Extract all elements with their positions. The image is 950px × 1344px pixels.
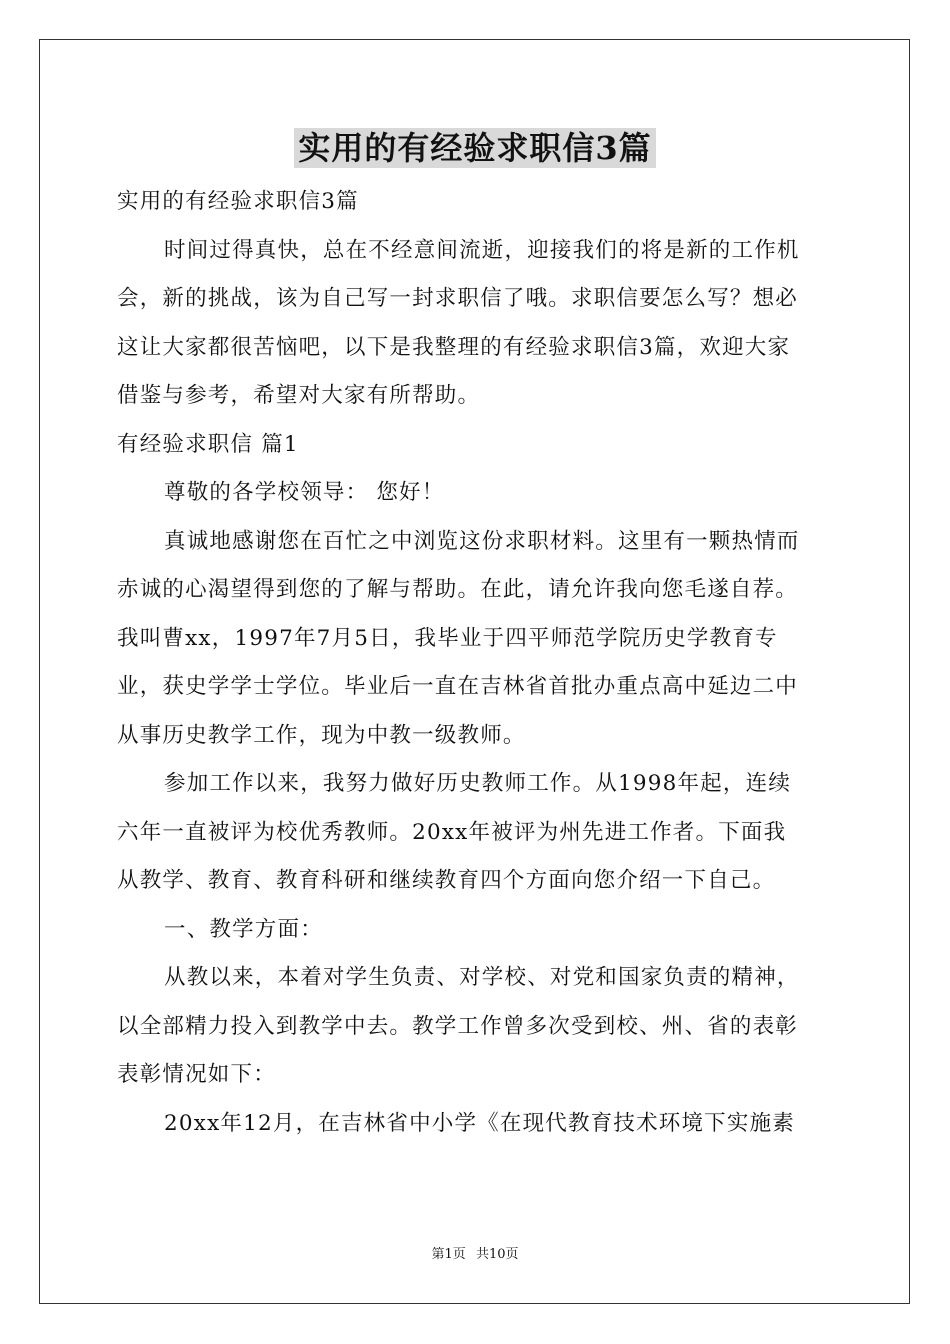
text-line: 20xx年12月，在吉林省中小学《在现代教育技术环境下实施素 bbox=[164, 1110, 795, 1136]
text-line: 我叫曹xx，1997年7月5日，我毕业于四平师范学院历史学教育专 bbox=[117, 625, 778, 651]
text-line: 真诚地感谢您在百忙之中浏览这份求职材料。这里有一颗热情而 bbox=[164, 528, 800, 554]
text-line: 表彰情况如下： bbox=[117, 1062, 276, 1087]
text-line: 会，新的挑战，该为自己写一封求职信了哦。求职信要怎么写？想必 bbox=[117, 286, 799, 311]
text-line: 赤诚的心渴望得到您的了解与帮助。在此，请允许我向您毛遂自荐。 bbox=[117, 577, 799, 602]
text-line: 业，获史学学士学位。毕业后一直在吉林省首批办重点高中延边二中 bbox=[117, 674, 799, 699]
text-line: 尊敬的各学校领导： 您好！ bbox=[164, 480, 445, 505]
text-line: 这让大家都很苦恼吧，以下是我整理的有经验求职信3篇，欢迎大家 bbox=[117, 334, 791, 360]
text-line: 六年一直被评为校优秀教师。20xx年被评为州先进工作者。下面我 bbox=[117, 819, 787, 845]
text-line: 借鉴与参考，希望对大家有所帮助。 bbox=[117, 383, 481, 408]
document-body bbox=[117, 178, 835, 1148]
text-line: 参加工作以来，我努力做好历史教师工作。从1998年起，连续 bbox=[164, 771, 792, 796]
text-line: 从教学、教育、教育科研和继续教育四个方面向您介绍一下自己。 bbox=[117, 868, 776, 893]
page-number: 第1页 bbox=[431, 1247, 466, 1262]
page-footer bbox=[0, 1246, 950, 1264]
title-area bbox=[0, 128, 950, 168]
text-line: 时间过得真快，总在不经意间流逝，迎接我们的将是新的工作机 bbox=[164, 237, 800, 263]
text-line: 一、教学方面： bbox=[164, 916, 323, 942]
document-title: 实用的有经验求职信3篇 bbox=[294, 128, 655, 168]
text-line: 有经验求职信 篇1 bbox=[117, 431, 299, 457]
text-line: 以全部精力投入到教学中去。教学工作曾多次受到校、州、省的表彰 bbox=[117, 1013, 799, 1039]
text-line: 从事历史教学工作，现为中教一级教师。 bbox=[117, 722, 526, 748]
page-total: 共10页 bbox=[475, 1247, 519, 1262]
text-line: 实用的有经验求职信3篇 bbox=[117, 189, 359, 214]
text-line: 从教以来，本着对学生负责、对学校、对党和国家负责的精神， bbox=[164, 965, 800, 990]
